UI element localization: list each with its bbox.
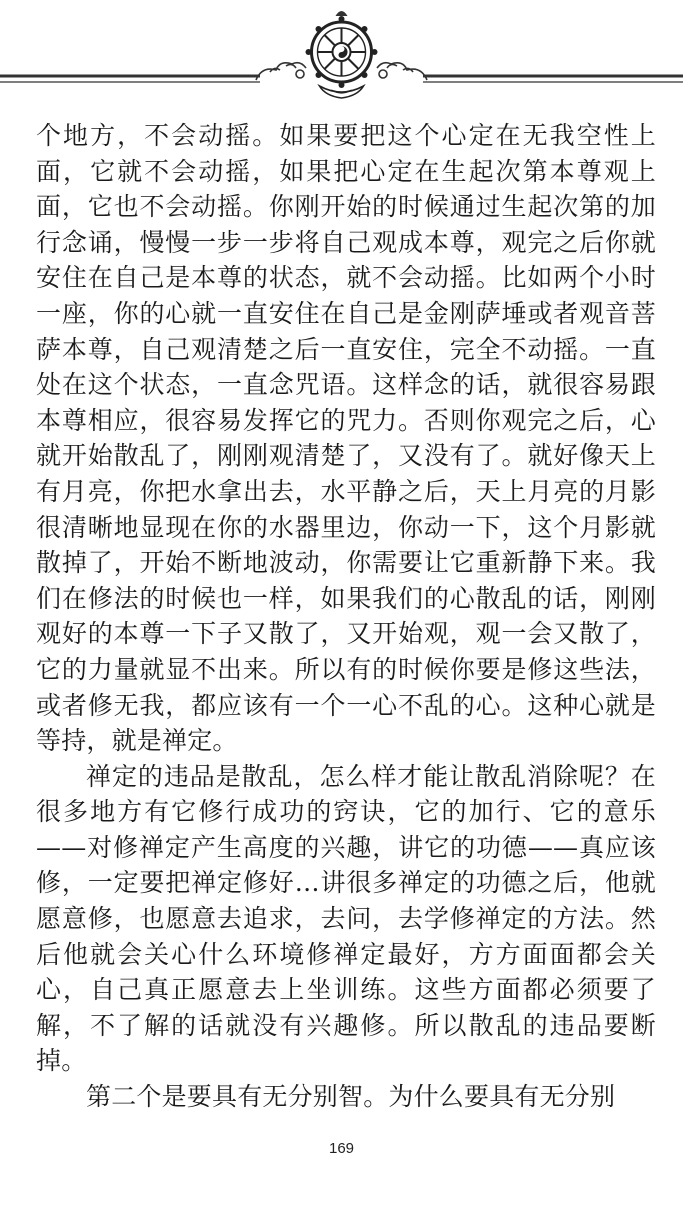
- right-cloud-icon: [377, 63, 427, 80]
- paragraph-2: 禅定的违品是散乱，怎么样才能让散乱消除呢？在很多地方有它修行成功的窍诀，它的加行、它的意乐——对修禅定产生高度的兴趣，讲它的功德——真应该修，一定要把禅定修好…讲很多禅定的功德之后，他就愿意修，也愿意去追求，去问，去学修禅定的方法。然后他就会关心什么环境修禅定最好，方方面面都会关心，自己真正愿意去上坐训练。这些方面都必须要了解，不了解的话就没有兴趣修。所以散乱的违品要断掉。: [36, 761, 656, 1076]
- paragraph-3: 第二个是要具有无分别智。为什么要具有无分别: [86, 1082, 616, 1112]
- paragraph-1: 个地方，不会动摇。如果要把这个心定在无我空性上面，它就不会动摇，如果把心定在生起次第本尊观上面，它也不会动摇。你刚开始的时候通过生起次第的加行念诵，慢慢一步一步将自己观成本尊，观完之后你就安住在自己是本尊的状态，就不会动摇。比如两个小时一座，你的心就一直安住在自己是金刚萨埵或者观音菩萨本尊，自己观清楚之后一直安住，完全不动摇。一直处在这个状态，一直念咒语。这样念的话，就很容易跟本尊相应，很容易发挥它的咒力。否则你观完之后，心就开始散乱了，刚刚观清楚了，又没有了。就好像天上有月亮，你把水拿出去，水平静之后，天上月亮的月影很清晰地显现在你的水器里边，你动一下，这个月影就散掉了，开始不断地波动，你需要让它重新静下来。我们在修法的时候也一样，如果我们的心散乱的话，刚刚观好的本尊一下子又散了，又开始观，观一会又散了，它的力量就显不出来。所以有的时候你要是修这些法，或者修无我，都应该有一个一心不乱的心。这种心就是等持，就是禅定。: [36, 121, 656, 756]
- page-header: [0, 0, 683, 110]
- page-number: 169: [328, 1140, 355, 1157]
- dharma-wheel-icon: [306, 11, 378, 98]
- body-text: [36, 118, 656, 1115]
- left-cloud-icon: [256, 63, 306, 80]
- header-ornament: [0, 0, 683, 110]
